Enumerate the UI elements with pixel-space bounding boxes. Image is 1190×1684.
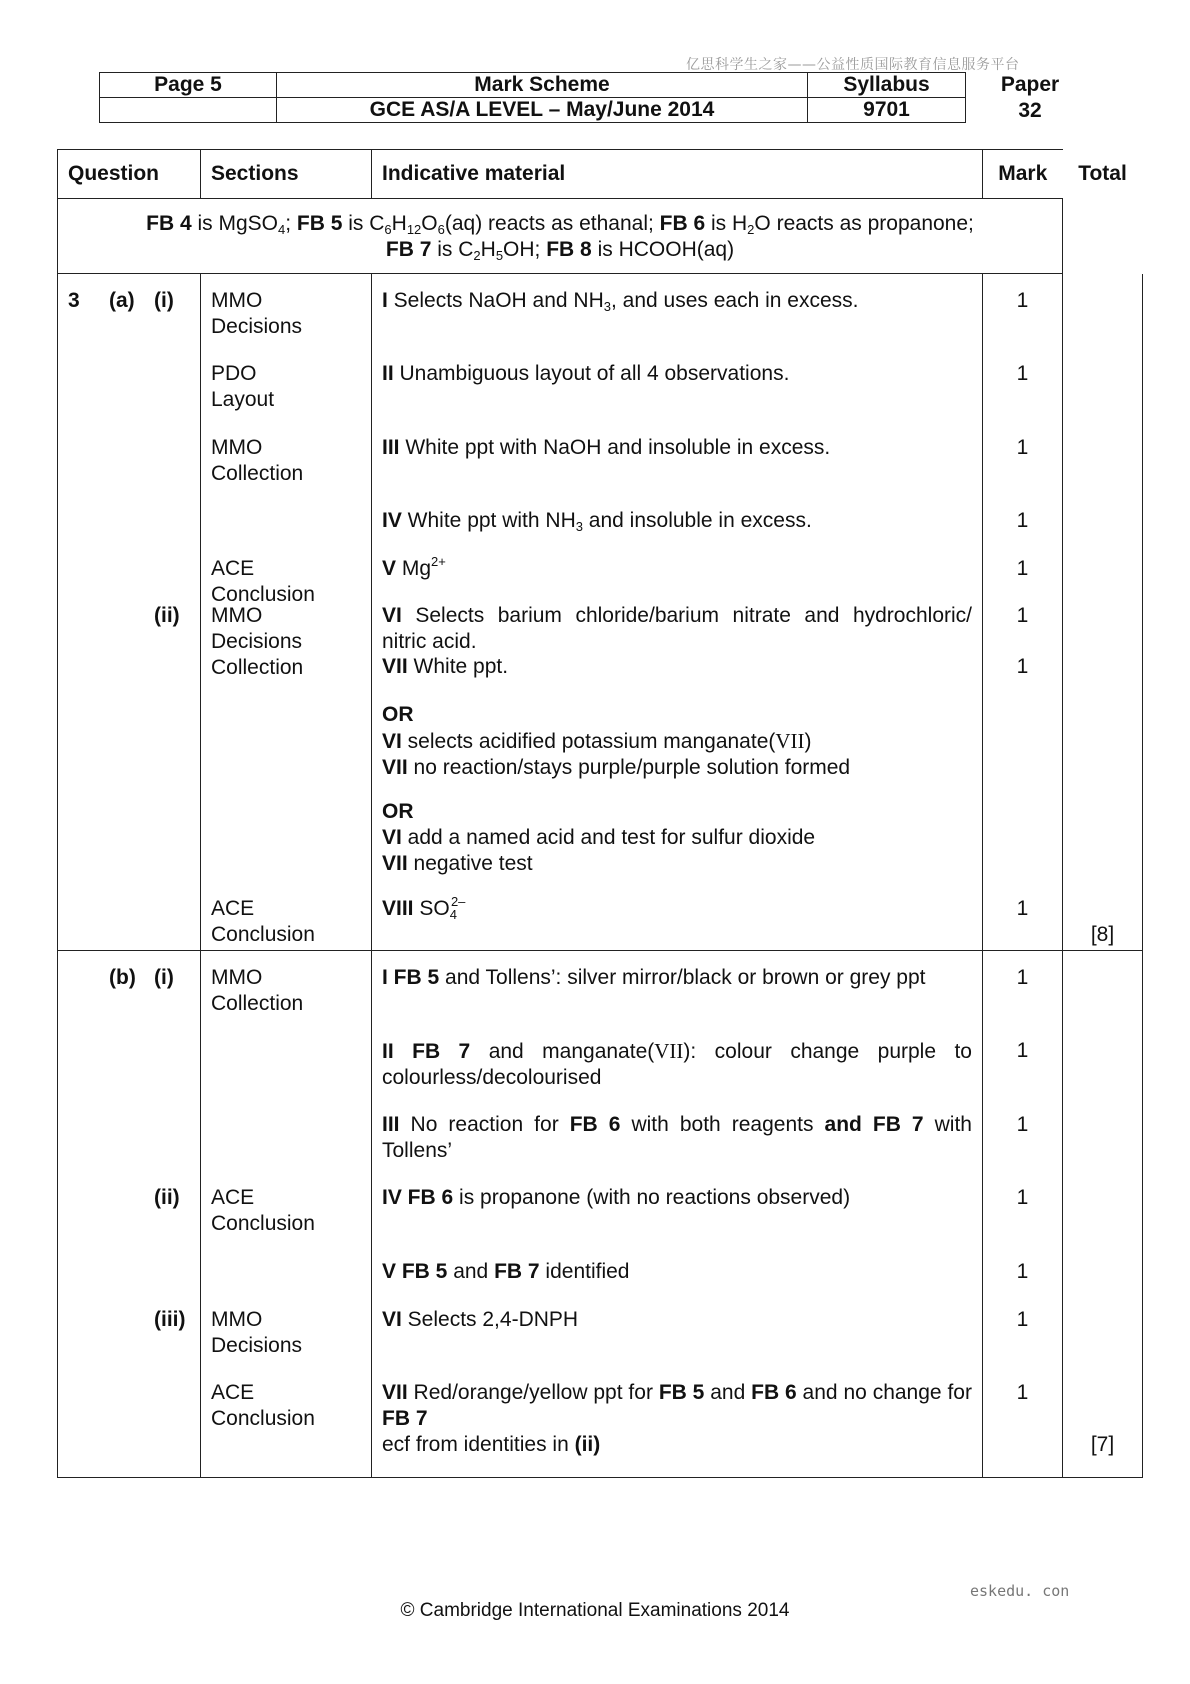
point-b-I: I FB 5 and Tollens’: silver mirror/black or brown or grey ppt <box>382 966 926 989</box>
sections-cell-a: MMO Decisions PDO Layout MMO Collection ACE Conclusion MMO Decisions Collection ACE Conclusion <box>201 274 372 951</box>
mark-value: 1 <box>1016 604 1029 627</box>
col-total: Total <box>1078 162 1127 185</box>
mark-value: 1 <box>1016 1260 1029 1283</box>
mark-value: 1 <box>1016 509 1029 532</box>
point-b-III: III No reaction for FB 6 with both reagents and FB 7 with Tollens’ <box>382 1113 972 1162</box>
mark-value: 1 <box>1016 1113 1029 1136</box>
point-a-III: III White ppt with NaOH and insoluble in excess. <box>382 436 831 459</box>
mark-value: 1 <box>1016 1186 1029 1209</box>
point-a-IV: IV White ppt with $NH_3$ and insoluble in excess. <box>382 509 812 534</box>
substance-identities: FB 4 is MgSO$_4$; FB 5 is $C_6H_{12}O_6(aq)$ reacts as ethanal; FB 6 is $H_2O$ reacts as propanone; FB 7 is $C_2H_5OH$; FB 8 is HCOOH(aq) <box>58 199 1063 274</box>
mark-scheme-title: Mark Scheme <box>277 73 808 98</box>
col-question: Question <box>58 150 201 199</box>
mark-value: 1 <box>1016 1308 1029 1331</box>
mark-value: 1 <box>1016 289 1029 312</box>
col-sections: Sections <box>201 150 372 199</box>
site-watermark: eskedu. con <box>970 1582 1070 1600</box>
section-mmo: MMO <box>211 966 263 989</box>
part-a-label: (a) <box>109 289 135 312</box>
section-mmo: MMO <box>211 604 263 627</box>
indicative-cell-a <box>372 274 983 951</box>
point-b-IV: IV FB 6 is propanone (with no reactions observed) <box>382 1186 851 1209</box>
copyright-footer: © Cambridge International Examinations 2014 <box>400 1600 790 1621</box>
alternative-1: OR VI selects acidified potassium manganate(VII) VII no reaction/stays purple/purple solution formed <box>382 703 851 779</box>
section-ace: ACE <box>211 557 255 580</box>
total-value-b: [7] <box>1090 1433 1115 1456</box>
mark-value: 1 <box>1016 436 1029 459</box>
total-cell-a <box>1063 274 1143 951</box>
mark-value: 1 <box>1016 1039 1029 1062</box>
subpart-iii-label: (iii) <box>154 1308 186 1331</box>
col-indicative: Indicative material <box>372 150 983 199</box>
section-ace: ACE <box>211 897 255 920</box>
point-b-VI: VI Selects 2,4-DNPH <box>382 1308 579 1331</box>
question-number: 3 <box>68 289 80 312</box>
point-b-II: II FB 7 and manganate(VII): colour change purple to colourless/decolourised <box>382 1039 972 1089</box>
point-a-V: V $Mg^{2+}$ <box>382 554 446 580</box>
paper-number: 32 <box>1018 99 1042 122</box>
point-b-VII: VII Red/orange/yellow ppt for FB 5 and FB 6 and no change for FB 7 <box>382 1381 972 1430</box>
mark-value: 1 <box>1016 557 1029 580</box>
watermark-text: 亿思科学生之家——公益性质国际教育信息服务平台 <box>686 57 1020 73</box>
syllabus-label: Syllabus <box>808 73 966 98</box>
part-b-row <box>58 951 1143 1478</box>
section-mmo: MMO <box>211 436 263 459</box>
syllabus-code: 9701 <box>808 98 966 123</box>
point-a-II: II Unambiguous layout of all 4 observations. <box>382 362 790 385</box>
mark-cell-b <box>983 951 1063 1478</box>
paper-info <box>975 72 1085 124</box>
paper-label: Paper <box>1000 73 1060 96</box>
question-cell-a <box>58 274 201 951</box>
section-ace: ACE <box>211 1381 255 1404</box>
point-a-VIII: VIII $SO_4^{2-}$ <box>382 894 466 922</box>
mark-cell-a <box>983 274 1063 951</box>
section-mmo: MMO <box>211 289 263 312</box>
subpart-ii-label: (ii) <box>154 604 180 627</box>
question-cell-b <box>58 951 201 1478</box>
subpart-ii-label: (ii) <box>154 1186 180 1209</box>
part-b-label: (b) <box>109 966 136 989</box>
section-pdo: PDO <box>211 362 257 385</box>
exam-title: GCE AS/A LEVEL – May/June 2014 <box>277 98 808 123</box>
page-number: Page 5 <box>100 73 277 98</box>
alternative-2: OR VI add a named acid and test for sulfur dioxide VII negative test <box>382 800 816 875</box>
column-header-row <box>58 150 1143 199</box>
intro-row <box>58 199 1143 274</box>
mark-value: 1 <box>1016 362 1029 385</box>
header-empty-cell <box>100 98 277 123</box>
total-cell-b <box>1063 951 1143 1478</box>
sections-cell-b: MMO Collection ACE Conclusion MMO Decisions ACE Conclusion <box>201 951 372 1478</box>
section-ace: ACE <box>211 1186 255 1209</box>
section-mmo: MMO <box>211 1308 263 1331</box>
subpart-i-label: (i) <box>154 966 174 989</box>
point-a-VI: VI Selects barium chloride/barium nitrate and hydrochloric/ nitric acid. <box>382 604 972 653</box>
part-a-row <box>58 274 1143 951</box>
total-value-a: [8] <box>1090 922 1115 946</box>
mark-value: 1 <box>1016 897 1029 920</box>
col-mark: Mark <box>983 150 1063 199</box>
point-b-ecf: ecf from identities in (ii) <box>382 1433 601 1456</box>
point-a-I: I Selects NaOH and $NH_3$, and uses each in excess. <box>382 289 859 314</box>
mark-value: 1 <box>1016 1381 1029 1404</box>
subpart-i-label: (i) <box>154 289 174 312</box>
point-b-V: V FB 5 and FB 7 identified <box>382 1260 630 1283</box>
indicative-cell-b <box>372 951 983 1478</box>
header-table <box>99 72 966 123</box>
point-a-VII: VII White ppt. <box>382 655 509 678</box>
mark-scheme-table <box>57 149 1143 1478</box>
mark-value: 1 <box>1016 966 1029 989</box>
mark-value: 1 <box>1016 655 1029 678</box>
